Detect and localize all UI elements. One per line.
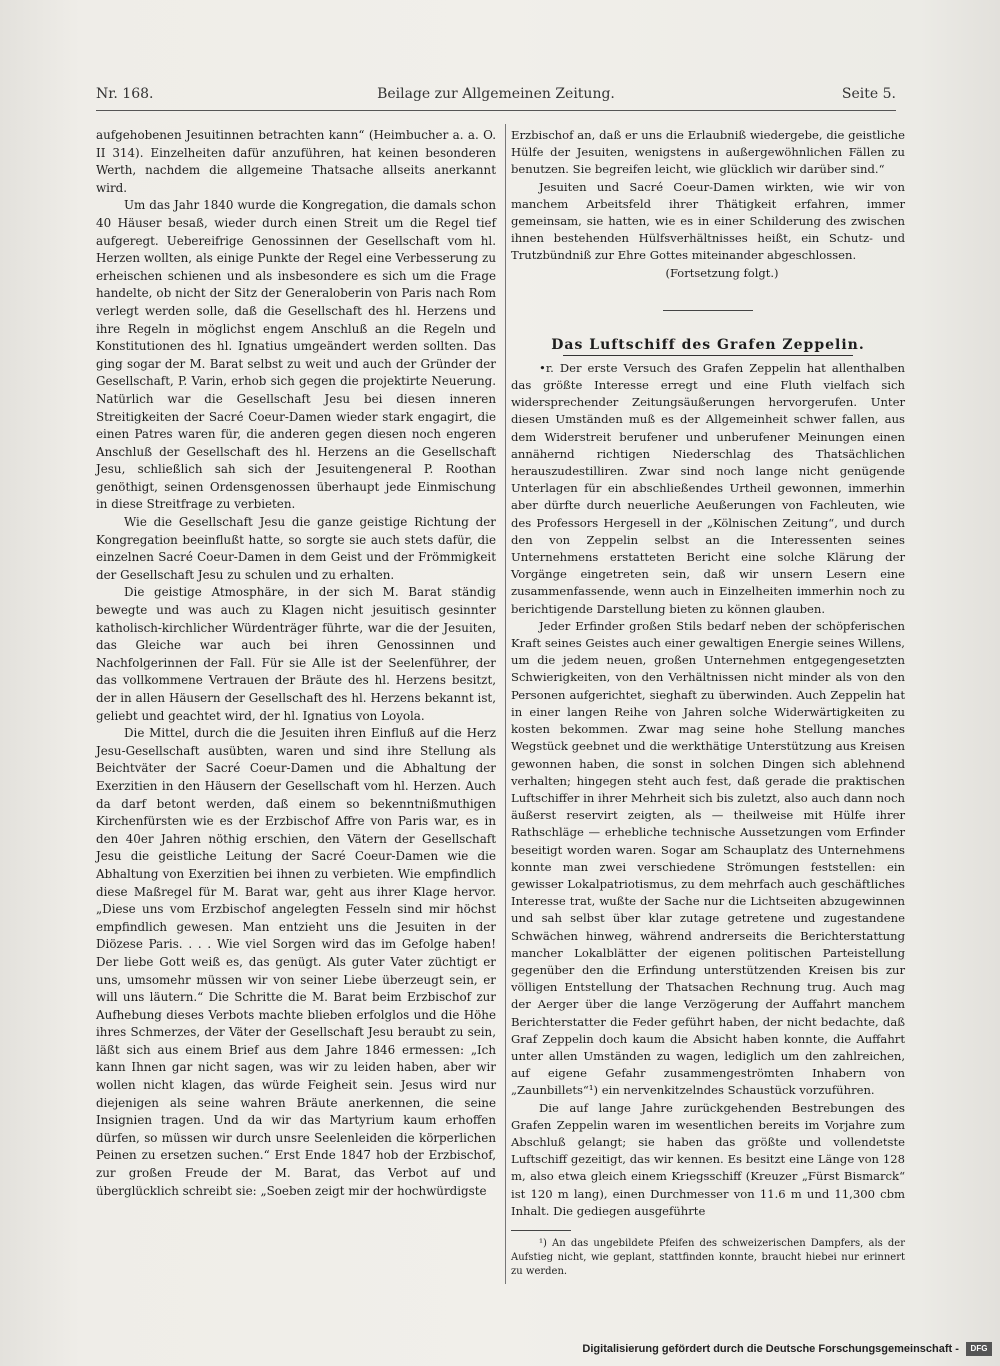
right-paragraph: Jesuiten und Sacré Coeur-Damen wirkten, wie wir von manchem Arbeitsfeld ihrer Thätigkeit erfahren, immer gemeinsam, sie hatten, wie es in einer Schilderung des zwischen ihnen bestehenden Hülfsverhältnisses heißt, ein Schutz- und Trutzbündniß zur Ehre Gottes miteinander abgeschlossen.	[511, 179, 905, 263]
digitization-credit	[582, 1342, 992, 1362]
article-paragraph: Jeder Erfinder großen Stils bedarf neben der schöpferischen Kraft seines Geistes auch einer gewaltigen Energie seines Willens, um die jedem neuen, großen Unternehmen entgegengesetzten Schwierigkeiten, von den Verhältnissen nicht minder als von den Personen aufgerichtet, sieghaft zu überwinden. Auch Zeppelin hat in einer langen Reihe von Jahren solche Widerwärtigkeiten zu kosten bekommen. Zwar mag seine hohe Stellung manches Wegstück geebnet und die werkthätige Unterstützung aus Kreisen gewonnen haben, die sonst in solchen Dingen sich ablehnend verhalten; hingegen steht auch fest, daß gerade die praktischen Luftschiffer in ihrer Mehrheit sich bis zuletzt, also auch dann noch äußerst reservirt zeigten, als — theilweise mit Hülfe ihrer Rathschläge — erhebliche technische Aussetzungen vom Erfinder beseitigt worden waren. Sogar am Schauplatz des Unternehmens konnte man zwei verschiedene Strömungen feststellen: ein gewisser Lokalpatriotismus, zu dem mehrfach auch geschäftliches Interesse trat, wußte der Sache nur die Lichtseiten abzugewinnen und sah selbst über klar zutage getretene und zugestandene Schwächen hinweg, während andrerseits die Berichterstattung mancher Lokalblätter der eigenen politischen Parteistellung gegenüber den die Erfindung unterstützenden Kreisen bis zur völligen Entstellung der Thatsachen Rechnung trug. Auch mag der Aerger über die lange Verzögerung der Auffahrt manchem Berichterstatter die Feder geführt haben, der nicht bedachte, daß Graf Zeppelin doch kaum die Absicht haben konnte, die Auffahrt unter allen Umständen zu wagen, lediglich um den zahlreichen, auf eigene Gefahr zusammengeströmten Inhabern von „Zaunbillets“¹) ein nervenkitzelndes Schaustück vorzuführen.	[511, 618, 905, 1098]
left-column	[96, 127, 496, 1279]
left-paragraph: Die geistige Atmosphäre, in der sich M. Barat ständig bewegte und was auch zu Klagen nicht jesuitisch gesinnter katholisch-kirchlicher Würdenträger führte, war die der Jesuiten, das Gleiche war auch bei ihren Genossinnen und Nachfolgerinnen der Fall. Für sie Alle ist der Seelenführer, der das vollkommene Vertrauen der Bräute des hl. Herzens besitzt, der in allen Häusern der Gesellschaft des hl. Herzens bekannt ist, geliebt und geachtet wird, der hl. Ignatius von Loyola.	[96, 585, 496, 723]
issue-number: Nr. 168.	[96, 86, 154, 102]
column-divider	[505, 124, 506, 1284]
article-paragraph: •r. Der erste Versuch des Grafen Zeppelin hat allenthalben das größte Interesse erregt und eine Fluth vielfach sich widersprechender Zeitungsäußerungen hervorgerufen. Unter diesen Umständen muß es der Allgemeinheit schwer fallen, aus dem Widerstreit berufener und unberufener Meinungen einen annähernd richtigen Niederschlag des Thatsächlichen herauszudestilliren. Zwar sind noch lange nicht genügende Unterlagen für ein abschließendes Urtheil gewonnen, immerhin aber dürfte durch neuerliche Aeußerungen von Fachleuten, wie des Professors Hergesell in der „Kölnischen Zeitung“, und durch den von Zeppelin selbst an die Interessenten seines Unternehmens erstatteten Bericht eine solche Klärung der Vorgänge eingetreten sein, daß wir unsern Lesern eine zusammenfassende, wenn auch in Einzelheiten immerhin noch zu berichtigende Darstellung bieten zu können glauben.	[511, 360, 905, 616]
footnote-rule	[511, 1230, 571, 1231]
article-paragraph: Die auf lange Jahre zurückgehenden Bestrebungen des Grafen Zeppelin waren im wesentlichen bereits im Vorjahre zum Abschluß gelangt; sie haben das größte und vollendetste Luftschiff gezeitigt, das wir kennen. Es besitzt eine Länge von 128 m, also etwa gleich einem Kriegsschiff (Kreuzer „Fürst Bismarck“ ist 120 m lang), einen Durchmesser von 11.6 m und 11,300 cbm Inhalt. Die gediegen ausgeführte	[511, 1100, 905, 1218]
right-paragraph: Erzbischof an, daß er uns die Erlaubniß wiedergebe, die geistliche Hülfe der Jesuiten, wenigstens in außergewöhnlichen Fällen zu benutzen. Sie begreifen leicht, wie glücklich wir darüber sind.“	[511, 128, 905, 177]
running-head	[96, 86, 896, 108]
section-divider	[663, 310, 753, 311]
dfg-logo: DFG	[966, 1342, 992, 1356]
footnote: ¹) An das ungebildete Pfeifen des schweizerischen Dampfers, als der Aufstieg nicht, wie geplant, stattfinden konnte, braucht hiebei nur erinnert zu werden.	[511, 1237, 905, 1277]
credit-text: Digitalisierung gefördert durch die Deutsche Forschungsgemeinschaft -	[582, 1342, 959, 1355]
header-rule	[96, 110, 896, 111]
continuation-note: (Fortsetzung folgt.)	[665, 265, 779, 280]
page-number: Seite 5.	[841, 86, 896, 102]
title-underline	[563, 355, 853, 356]
right-column	[511, 127, 905, 1279]
publication-title: Beilage zur Allgemeinen Zeitung.	[377, 86, 615, 102]
left-paragraph: Um das Jahr 1840 wurde die Kongregation, die damals schon 40 Häuser besaß, wieder durch einen Streit um die Regel tief aufgeregt. Uebereifrige Genossinnen der Gesellschaft vom hl. Herzen wollten, als einige Punkte der Regel eine Verbesserung zu erheischen schienen und als insbesondere es sich um die Frage handelte, ob nicht der Sitz der Generaloberin von Paris nach Rom verlegt werden solle, daß die Gesellschaft des hl. Herzens und ihre Regeln in möglichst engem Anschluß an die Regeln und Konstitutionen des hl. Ignatius umgeändert werden sollten. Das ging sogar der M. Barat selbst zu weit und auch der Gründer der Gesellschaft, P. Varin, erhob sich gegen die projektirte Neuerung. Natürlich war die Gesellschaft Jesu bei diesen inneren Streitigkeiten der Sacré Coeur-Damen wieder stark engagirt, die einen Patres waren für, die anderen gegen diesen noch engeren Anschluß der Gesellschaft des hl. Herzens an die Gesellschaft Jesu, schließlich sah sich der Jesuitengeneral P. Roothan genöthigt, seinen Ordensgenossen überhaupt jede Einmischung in diese Streitfrage zu verbieten.	[96, 198, 496, 512]
left-paragraph: aufgehobenen Jesuitinnen betrachten kann“ (Heimbucher a. a. O. II 314). Einzelheiten dafür anzuführen, hat keinen besonderen Werth, nachdem die allgemeine Thatsache allseits anerkannt wird.	[96, 128, 496, 195]
article-title: Das Luftschiff des Grafen Zeppelin.	[551, 336, 865, 353]
left-paragraph: Wie die Gesellschaft Jesu die ganze geistige Richtung der Kongregation beeinflußt hatte, so sorgte sie auch stets dafür, die einzelnen Sacré Coeur-Damen in dem Geist und der Frömmigkeit der Gesellschaft Jesu zu schulen und zu erhalten.	[96, 515, 496, 582]
left-paragraph: Die Mittel, durch die die Jesuiten ihren Einfluß auf die Herz Jesu-Gesellschaft ausübten, waren und sind ihre Stellung als Beichtväter der Sacré Coeur-Damen und die Abhaltung der Exerzitien in den Häusern der Gesellschaft vom hl. Herzen. Auch da darf betont werden, daß einem so bekenntnißmuthigen Kirchenfürsten wie es der Erzbischof Affre von Paris war, es in den 40er Jahren nöthig erschien, den Vätern der Gesellschaft Jesu die geistliche Leitung der Sacré Coeur-Damen wie die Abhaltung von Exerzitien bei ihnen zu verbieten. Wie empfindlich diese Maßregel für M. Barat war, geht aus ihrer Klage hervor. „Diese uns vom Erzbischof angelegten Fesseln sind mir höchst empfindlich gewesen. Man entzieht uns die Jesuiten in der Diözese Paris. . . . Wie viel Sorgen wird das im Gefolge haben! Der liebe Gott weiß es, das genügt. Als guter Vater züchtigt er uns, umsomehr müssen wir von seiner Liebe überzeugt sein, er will uns läutern.“ Die Schritte die M. Barat beim Erzbischof zur Aufhebung dieses Verbots machte blieben erfolglos und die Höhe ihres Schmerzes, der Väter der Gesellschaft Jesu beraubt zu sein, läßt sich aus einem Brief aus dem Jahre 1846 ermessen: „Ich kann Ihnen gar nicht sagen, was wir zu leiden haben, aber wir wollen nicht klagen, das würde Feigheit sein. Jesus wird nur diejenigen als seine wahren Bräute anerkennen, die seine Insignien tragen. Und da wir das Martyrium kaum erhoffen dürfen, so müssen wir durch unsre Seelenleiden die körperlichen Peinen zu ersetzen suchen.“ Erst Ende 1847 hob der Erzbischof, zur großen Freude der M. Barat, das Verbot auf und überglücklich schreibt sie: „Soeben zeigt mir der hochwürdigste	[96, 726, 496, 1198]
